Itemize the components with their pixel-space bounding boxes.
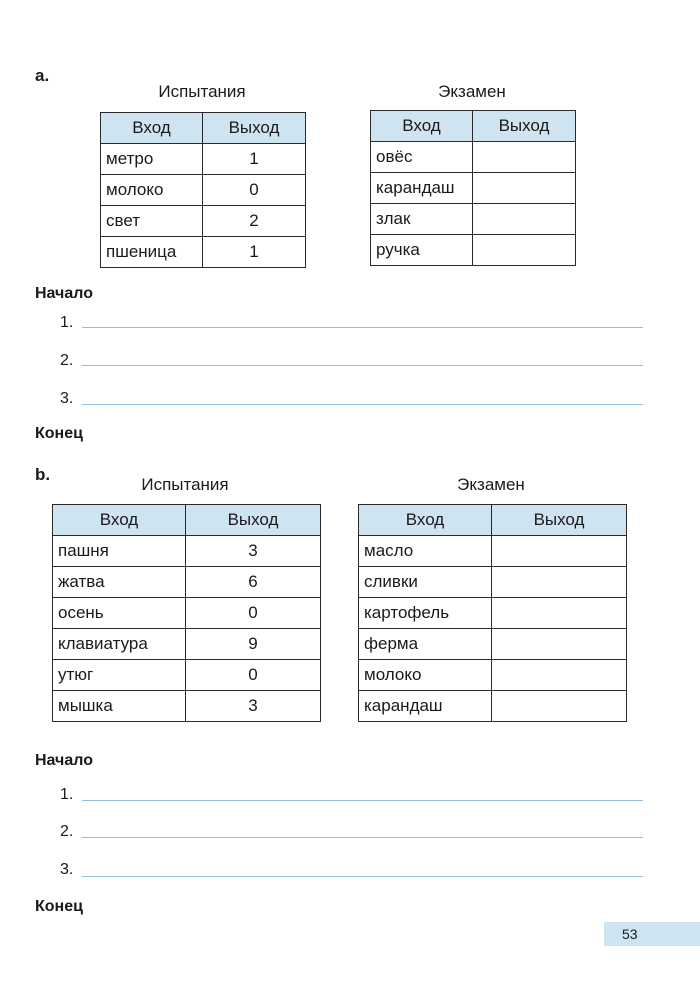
output-cell: 6 [186, 567, 321, 598]
column-header-output: Выход [473, 111, 576, 142]
section-b-exam-title: Экзамен [457, 475, 525, 494]
output-cell: 0 [186, 660, 321, 691]
page-number: 53 [604, 922, 700, 946]
input-cell: масло [359, 536, 492, 567]
table-row [359, 691, 627, 722]
table-row [359, 598, 627, 629]
table-header-row [359, 505, 627, 536]
section-a-exam-table [370, 110, 576, 266]
answer-cell[interactable] [492, 691, 627, 722]
input-cell: картофель [359, 598, 492, 629]
table-header-row [101, 113, 306, 144]
table-row [359, 536, 627, 567]
table-row [101, 237, 306, 268]
answer-cell[interactable] [473, 204, 576, 235]
input-cell: ферма [359, 629, 492, 660]
input-cell: мышка [53, 691, 186, 722]
column-header-input: Вход [53, 505, 186, 536]
section-b-step-3-label: 3. [60, 861, 74, 878]
input-cell: клавиатура [53, 629, 186, 660]
table-row [371, 173, 576, 204]
section-a-trials-table [100, 112, 306, 268]
section-b-trials-table [52, 504, 321, 722]
section-a-end-label: Конец [35, 425, 83, 442]
section-a-step-1-answer-line[interactable] [82, 327, 643, 328]
output-cell: 1 [203, 237, 306, 268]
input-cell: пашня [53, 536, 186, 567]
section-b-step-2-label: 2. [60, 823, 74, 840]
table-row [53, 598, 321, 629]
section-b-exam-table [358, 504, 627, 722]
table-row [101, 144, 306, 175]
input-cell: осень [53, 598, 186, 629]
section-a-step-2-label: 2. [60, 352, 74, 369]
table-row [359, 629, 627, 660]
column-header-input: Вход [101, 113, 203, 144]
input-cell: овёс [371, 142, 473, 173]
input-cell: свет [101, 206, 203, 237]
output-cell: 3 [186, 536, 321, 567]
answer-cell[interactable] [473, 142, 576, 173]
input-cell: злак [371, 204, 473, 235]
table-row [53, 567, 321, 598]
table-row [53, 629, 321, 660]
section-b-start-label: Начало [35, 752, 93, 769]
section-a-start-label: Начало [35, 285, 93, 302]
table-row [359, 567, 627, 598]
section-a-trials-title: Испытания [158, 82, 246, 101]
table-row [371, 204, 576, 235]
answer-cell[interactable] [473, 173, 576, 204]
output-cell: 3 [186, 691, 321, 722]
column-header-input: Вход [359, 505, 492, 536]
answer-cell[interactable] [492, 598, 627, 629]
section-a-step-3-label: 3. [60, 390, 74, 407]
output-cell: 0 [203, 175, 306, 206]
table-header-row [53, 505, 321, 536]
section-b-step-3-answer-line[interactable] [82, 876, 643, 877]
section-b-end-label: Конец [35, 898, 83, 915]
input-cell: жатва [53, 567, 186, 598]
answer-cell[interactable] [492, 536, 627, 567]
section-b-step-2-answer-line[interactable] [82, 837, 643, 838]
input-cell: ручка [371, 235, 473, 266]
column-header-input: Вход [371, 111, 473, 142]
section-a-step-3-answer-line[interactable] [82, 404, 643, 405]
section-b-step-1-answer-line[interactable] [82, 800, 643, 801]
section-a-step-1-label: 1. [60, 314, 74, 331]
column-header-output: Выход [203, 113, 306, 144]
table-row [371, 142, 576, 173]
input-cell: карандаш [371, 173, 473, 204]
output-cell: 2 [203, 206, 306, 237]
table-row [53, 691, 321, 722]
section-a-step-2-answer-line[interactable] [82, 365, 643, 366]
table-header-row [371, 111, 576, 142]
table-row [53, 536, 321, 567]
column-header-output: Выход [186, 505, 321, 536]
table-row [371, 235, 576, 266]
input-cell: сливки [359, 567, 492, 598]
section-a-letter: a. [35, 66, 50, 85]
input-cell: метро [101, 144, 203, 175]
section-b-letter: b. [35, 465, 51, 484]
output-cell: 0 [186, 598, 321, 629]
column-header-output: Выход [492, 505, 627, 536]
input-cell: молоко [359, 660, 492, 691]
input-cell: карандаш [359, 691, 492, 722]
output-cell: 9 [186, 629, 321, 660]
section-b-step-1-label: 1. [60, 786, 74, 803]
table-row [101, 175, 306, 206]
output-cell: 1 [203, 144, 306, 175]
input-cell: пшеница [101, 237, 203, 268]
answer-cell[interactable] [473, 235, 576, 266]
section-b-trials-title: Испытания [141, 475, 229, 494]
section-a-exam-title: Экзамен [438, 82, 506, 101]
input-cell: утюг [53, 660, 186, 691]
table-row [359, 660, 627, 691]
input-cell: молоко [101, 175, 203, 206]
table-row [53, 660, 321, 691]
answer-cell[interactable] [492, 629, 627, 660]
table-row [101, 206, 306, 237]
answer-cell[interactable] [492, 567, 627, 598]
answer-cell[interactable] [492, 660, 627, 691]
